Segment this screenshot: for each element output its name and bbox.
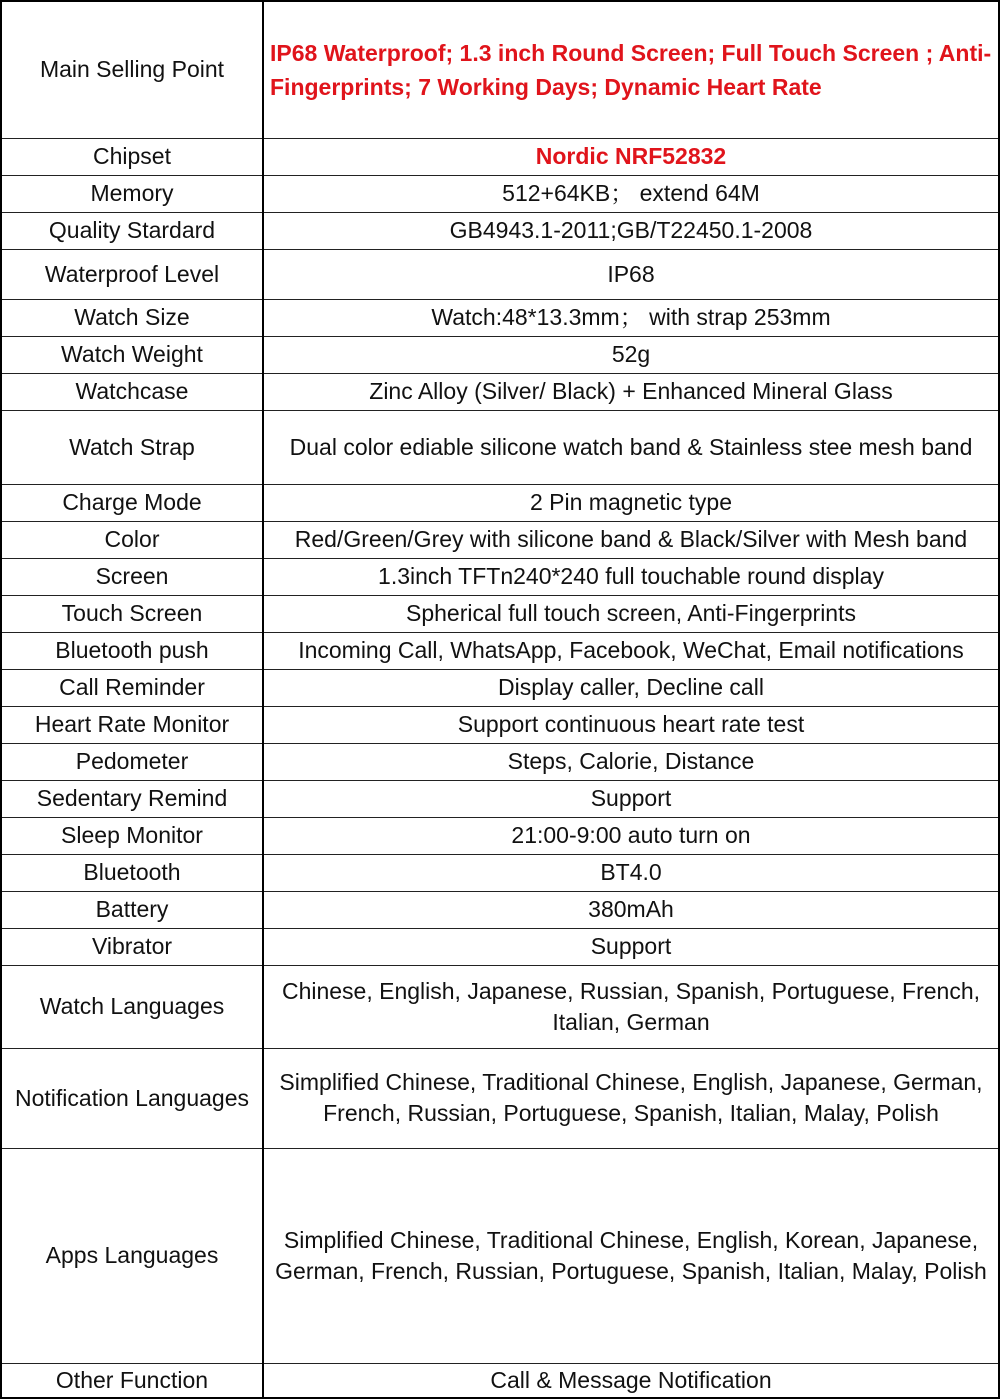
spec-label-pedometer: Pedometer <box>1 743 263 780</box>
spec-row <box>1 891 999 928</box>
spec-value-color: Red/Green/Grey with silicone band & Black/Silver with Mesh band <box>263 521 999 558</box>
spec-row <box>1 1048 999 1148</box>
spec-label-watchcase: Watchcase <box>1 373 263 410</box>
spec-label-waterproof-level: Waterproof Level <box>1 249 263 299</box>
spec-row <box>1 743 999 780</box>
spec-row <box>1 632 999 669</box>
spec-label-sleep-monitor: Sleep Monitor <box>1 817 263 854</box>
spec-label-call-reminder: Call Reminder <box>1 669 263 706</box>
spec-value-charge-mode: 2 Pin magnetic type <box>263 484 999 521</box>
spec-label-touch-screen: Touch Screen <box>1 595 263 632</box>
spec-row <box>1 854 999 891</box>
spec-row <box>1 373 999 410</box>
spec-label-chipset: Chipset <box>1 138 263 175</box>
spec-label-battery: Battery <box>1 891 263 928</box>
spec-label-other-function: Other Function <box>1 1363 263 1398</box>
spec-value-watch-weight: 52g <box>263 336 999 373</box>
spec-value-waterproof-level: IP68 <box>263 249 999 299</box>
spec-value-watchcase: Zinc Alloy (Silver/ Black) + Enhanced Mineral Glass <box>263 373 999 410</box>
spec-value-memory: 512+64KB； extend 64M <box>263 175 999 212</box>
spec-row <box>1 706 999 743</box>
spec-value-quality-standard: GB4943.1-2011;GB/T22450.1-2008 <box>263 212 999 249</box>
spec-label-screen: Screen <box>1 558 263 595</box>
spec-row <box>1 1148 999 1363</box>
spec-row <box>1 336 999 373</box>
spec-label-quality-standard: Quality Stardard <box>1 212 263 249</box>
spec-label-charge-mode: Charge Mode <box>1 484 263 521</box>
spec-label-main-selling-point: Main Selling Point <box>1 1 263 138</box>
spec-label-notification-languages: Notification Languages <box>1 1048 263 1148</box>
spec-value-notification-languages: Simplified Chinese, Traditional Chinese, English, Japanese, German, French, Russian, Portuguese, Spanish, Italian, Malay, Polish <box>263 1048 999 1148</box>
spec-value-heart-rate-monitor: Support continuous heart rate test <box>263 706 999 743</box>
spec-label-memory: Memory <box>1 175 263 212</box>
spec-value-pedometer: Steps, Calorie, Distance <box>263 743 999 780</box>
spec-label-watch-languages: Watch Languages <box>1 965 263 1048</box>
spec-value-other-function: Call & Message Notification <box>263 1363 999 1398</box>
spec-value-watch-languages: Chinese, English, Japanese, Russian, Spanish, Portuguese, French, Italian, German <box>263 965 999 1048</box>
spec-row <box>1 595 999 632</box>
spec-label-heart-rate-monitor: Heart Rate Monitor <box>1 706 263 743</box>
spec-label-watch-size: Watch Size <box>1 299 263 336</box>
spec-value-apps-languages: Simplified Chinese, Traditional Chinese, English, Korean, Japanese, German, French, Russian, Portuguese, Spanish, Italian, Malay, Polish <box>263 1148 999 1363</box>
spec-label-color: Color <box>1 521 263 558</box>
spec-row <box>1 521 999 558</box>
spec-row <box>1 780 999 817</box>
spec-label-sedentary-remind: Sedentary Remind <box>1 780 263 817</box>
spec-row <box>1 212 999 249</box>
spec-label-watch-strap: Watch Strap <box>1 410 263 484</box>
spec-row <box>1 965 999 1048</box>
spec-row <box>1 484 999 521</box>
spec-row <box>1 817 999 854</box>
spec-label-apps-languages: Apps Languages <box>1 1148 263 1363</box>
spec-value-bluetooth: BT4.0 <box>263 854 999 891</box>
spec-value-battery: 380mAh <box>263 891 999 928</box>
spec-value-touch-screen: Spherical full touch screen, Anti-Fingerprints <box>263 595 999 632</box>
spec-label-bluetooth-push: Bluetooth push <box>1 632 263 669</box>
spec-row <box>1 299 999 336</box>
spec-value-vibrator: Support <box>263 928 999 965</box>
spec-label-watch-weight: Watch Weight <box>1 336 263 373</box>
spec-row <box>1 410 999 484</box>
spec-label-vibrator: Vibrator <box>1 928 263 965</box>
spec-row <box>1 558 999 595</box>
spec-value-sedentary-remind: Support <box>263 780 999 817</box>
spec-value-bluetooth-push: Incoming Call, WhatsApp, Facebook, WeChat, Email notifications <box>263 632 999 669</box>
spec-row <box>1 928 999 965</box>
spec-value-watch-strap: Dual color ediable silicone watch band & Stainless stee mesh band <box>263 410 999 484</box>
spec-value-screen: 1.3inch TFTn240*240 full touchable round display <box>263 558 999 595</box>
spec-label-bluetooth: Bluetooth <box>1 854 263 891</box>
spec-row <box>1 669 999 706</box>
spec-value-chipset: Nordic NRF52832 <box>263 138 999 175</box>
spec-row <box>1 1363 999 1398</box>
spec-row <box>1 138 999 175</box>
spec-row <box>1 175 999 212</box>
spec-value-call-reminder: Display caller, Decline call <box>263 669 999 706</box>
spec-value-watch-size: Watch:48*13.3mm； with strap 253mm <box>263 299 999 336</box>
spec-value-main-selling-point: IP68 Waterproof; 1.3 inch Round Screen; Full Touch Screen ; Anti-Fingerprints; 7 Working Days; Dynamic Heart Rate <box>263 1 999 138</box>
spec-row <box>1 1 999 138</box>
spec-row <box>1 249 999 299</box>
spec-value-sleep-monitor: 21:00-9:00 auto turn on <box>263 817 999 854</box>
